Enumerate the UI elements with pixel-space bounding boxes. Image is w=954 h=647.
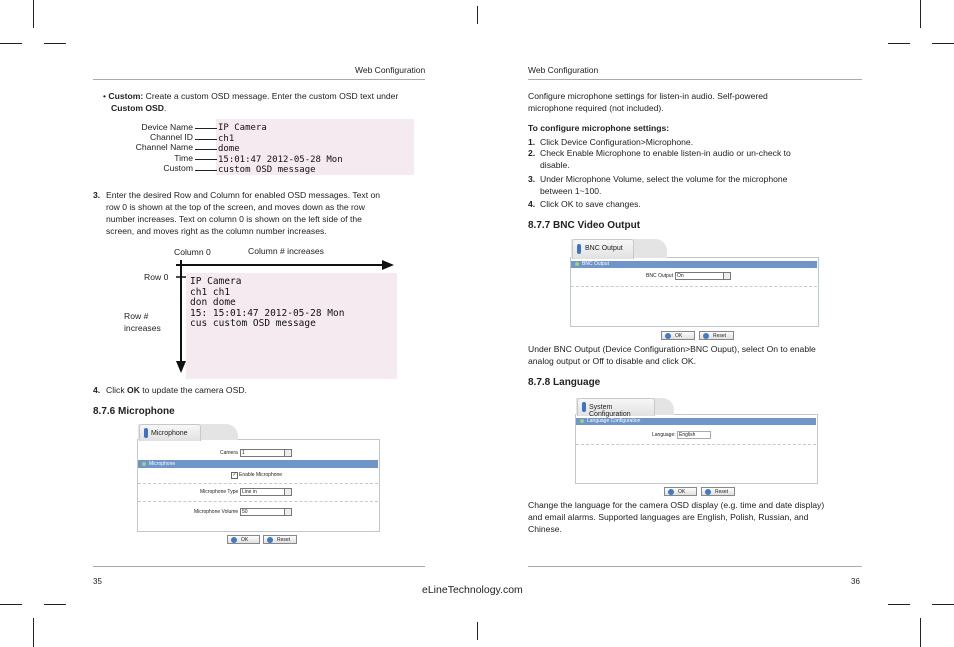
bullet-dot: • <box>103 91 107 101</box>
intro-line: Configure microphone settings for listen-in audio. Self-powered <box>528 91 768 101</box>
step-num-4: 4. <box>528 199 536 209</box>
check-icon <box>231 537 237 543</box>
howto-title: To configure microphone settings: <box>528 123 670 133</box>
step-text-1: Click Device Configuration>Microphone. <box>540 137 694 147</box>
bnc-section-bar <box>571 261 817 268</box>
diagram-line-1: IP Camera <box>190 276 242 287</box>
step4-text-b: to update the camera OSD. <box>139 385 247 395</box>
step-text-2 <box>540 147 860 171</box>
crop-mark <box>932 43 954 44</box>
page-number-left: 35 <box>93 577 102 586</box>
lang-text-line: Chinese. <box>528 524 562 534</box>
language-select[interactable] <box>677 431 711 439</box>
diagram-line-2: ch1 ch1 <box>190 286 231 298</box>
lang-ok-label: OK <box>678 489 686 495</box>
crop-mark <box>0 43 22 44</box>
bnc-reset-button[interactable] <box>699 331 734 340</box>
crop-mark <box>44 43 66 44</box>
lang-text-line: and email alarms. Supported languages are English, Polish, Russian, and <box>528 512 809 522</box>
step-line: between 1~100. <box>540 186 602 196</box>
status-dot-icon <box>142 462 146 466</box>
leader-line <box>195 170 217 171</box>
bnc-bar-label: BNC Output <box>582 261 609 267</box>
mic-volume-value: 50 <box>242 509 248 515</box>
osd-line-channel: ch1 <box>218 133 235 144</box>
osd-label-custom: Custom <box>163 163 193 173</box>
lang-section-bar <box>576 418 816 425</box>
language-description <box>528 499 868 535</box>
bnc-output-label: BNC Output <box>646 273 673 279</box>
mic-bar-label: Microphone <box>149 461 176 467</box>
tab-icon <box>582 402 586 412</box>
bnc-output-value: On <box>677 273 684 279</box>
intro-line: microphone required (not included). <box>528 103 664 113</box>
page-number-right: 36 <box>851 577 860 586</box>
step-num-1: 1. <box>528 137 536 147</box>
step-line: Check Enable Microphone to enable listen-in audio or un-check to <box>540 148 791 158</box>
lang-reset-button[interactable] <box>701 487 735 496</box>
intro-text <box>528 90 858 114</box>
step3-num: 3. <box>93 190 101 200</box>
chevron-down-icon <box>284 489 291 495</box>
diagram-row-increase <box>124 310 161 334</box>
language-value: English <box>679 432 696 438</box>
mic-section-bar <box>138 460 378 468</box>
section-title-bnc: 8.7.7 BNC Video Output <box>528 220 641 231</box>
crop-mark <box>477 622 478 640</box>
step4-bold: OK <box>127 385 140 395</box>
dashed-divider <box>138 501 378 502</box>
step-num-2: 2. <box>528 148 536 158</box>
tab-icon <box>144 428 148 438</box>
footer-rule-right <box>528 566 862 567</box>
crop-mark <box>920 0 921 28</box>
step3-line: number increases. Text on column 0 is shown on the left side of the <box>106 214 362 224</box>
osd-label-channel-name: Channel Name <box>135 142 193 152</box>
custom-bullet: • Custom: Create a custom OSD message. Enter the custom OSD text under Custom OSD. <box>103 91 399 113</box>
step-text-4: Click OK to save changes. <box>540 199 641 209</box>
chevron-down-icon <box>723 273 730 279</box>
bnc-tab-label: BNC Output <box>585 245 623 252</box>
lang-reset-label: Reset <box>715 489 729 495</box>
step-num-3: 3. <box>528 174 536 184</box>
dashed-divider <box>138 483 378 484</box>
footer-rule-left <box>93 566 425 567</box>
enable-mic-label: Enable Microphone <box>239 472 283 478</box>
chevron-down-icon <box>284 509 291 515</box>
diagram-column0: Column 0 <box>174 247 211 257</box>
crop-mark <box>33 0 34 28</box>
dashed-divider <box>576 444 816 445</box>
chevron-down-icon <box>704 432 710 438</box>
crop-mark <box>888 43 910 44</box>
bnc-text-line: analog output or Off to disable and click OK. <box>528 356 696 366</box>
step-text-3 <box>540 173 860 197</box>
status-dot-icon <box>575 262 579 266</box>
refresh-icon <box>705 489 711 495</box>
mic-type-select[interactable] <box>240 488 292 496</box>
dashed-divider <box>571 286 817 287</box>
bnc-tab[interactable] <box>572 239 634 259</box>
tab-icon <box>577 244 581 254</box>
check-icon <box>665 333 671 339</box>
step3-line: screen, and moves right as the column number increases. <box>106 226 327 236</box>
header-rule-right <box>528 79 862 80</box>
site-footer: eLineTechnology.com <box>422 584 523 596</box>
bullet-text: Create a custom OSD message. Enter the custom OSD text under <box>143 91 399 101</box>
section-title-microphone: 8.7.6 Microphone <box>93 406 175 417</box>
osd-label-time: Time <box>174 153 193 163</box>
step3-line: Enter the desired Row and Column for enabled OSD messages. Text on <box>106 190 381 200</box>
lang-ok-button[interactable] <box>664 487 697 496</box>
row-increase-line1: Row # <box>124 311 149 321</box>
language-label: Language: <box>652 432 676 438</box>
crop-mark <box>477 6 478 24</box>
chevron-down-icon <box>284 450 291 456</box>
mic-tab[interactable] <box>139 424 201 441</box>
bnc-ok-button[interactable] <box>661 331 695 340</box>
mic-reset-label: Reset <box>277 537 291 543</box>
leader-line <box>195 139 217 140</box>
crop-mark <box>932 604 954 605</box>
bullet-label: Custom: <box>108 91 144 101</box>
osd-label-device-name: Device Name <box>141 122 193 132</box>
mic-ok-button[interactable] <box>227 535 260 544</box>
mic-volume-select[interactable] <box>240 508 292 516</box>
step4-text-a: Click <box>106 385 128 395</box>
diagram-line-4: 15: 15:01:47 2012-05-28 Mon <box>190 307 345 319</box>
mic-camera-label: Camera <box>220 450 238 456</box>
mic-ok-label: OK <box>241 537 249 543</box>
osd-line-time: 15:01:47 2012-05-28 Mon <box>218 154 343 165</box>
lang-text-line: Change the language for the camera OSD display (e.g. time and date display) <box>528 500 825 510</box>
step4-num: 4. <box>93 385 101 395</box>
bullet-text-bold: Custom OSD <box>111 103 164 113</box>
lang-bar-label: Language Configuration <box>587 418 641 424</box>
page-header-left: Web Configuration <box>355 65 426 75</box>
mic-type-label: Microphone Type <box>200 489 239 495</box>
bnc-text-line: Under BNC Output (Device Configuration>BNC Ouput), select On to enable <box>528 344 816 354</box>
osd-line-custom: custom OSD message <box>218 165 316 175</box>
crop-mark <box>888 604 910 605</box>
crop-mark <box>44 604 66 605</box>
page-header-right: Web Configuration <box>528 65 599 75</box>
crop-mark <box>920 618 921 647</box>
header-rule-left <box>93 79 425 80</box>
mic-reset-button[interactable] <box>263 535 297 544</box>
leader-line <box>195 128 217 129</box>
mic-tab-label: Microphone <box>151 430 188 437</box>
bnc-description <box>528 343 862 367</box>
row-increase-line2: increases <box>124 323 161 333</box>
step-line: Under Microphone Volume, select the volume for the microphone <box>540 174 788 184</box>
mic-volume-label: Microphone Volume <box>194 509 239 515</box>
bnc-reset-label: Reset <box>713 333 727 339</box>
osd-line-channel-name: dome <box>218 144 240 154</box>
osd-line-device: IP Camera <box>218 123 267 133</box>
bnc-output-select[interactable] <box>675 272 731 280</box>
mic-camera-value: 1 <box>242 450 245 456</box>
crop-mark <box>33 618 34 647</box>
diagram-line-5: cus custom OSD message <box>190 318 316 329</box>
lang-tab[interactable] <box>577 398 655 416</box>
step-line: disable. <box>540 160 570 170</box>
osd-label-channel-id: Channel ID <box>150 132 193 142</box>
step3-text <box>106 189 428 237</box>
leader-line <box>195 149 217 150</box>
mic-camera-select[interactable] <box>240 449 292 457</box>
bnc-ok-label: OK <box>675 333 683 339</box>
lang-tab-label: System Configuration <box>589 404 631 418</box>
diagram-line-3: don dome <box>190 297 236 308</box>
step3-line: row 0 is shown at the top of the screen, and moves down as the row <box>106 202 365 212</box>
enable-mic-checkbox[interactable]: ✓ <box>232 472 237 478</box>
mic-type-value: Line in <box>242 489 257 495</box>
diagram-row0: Row 0 <box>144 272 169 282</box>
diagram-column-increase: Column # increases <box>248 246 324 256</box>
status-dot-icon <box>580 419 584 423</box>
crop-mark <box>0 604 22 605</box>
check-icon <box>668 489 674 495</box>
refresh-icon <box>267 537 273 543</box>
section-title-language: 8.7.8 Language <box>528 377 601 388</box>
refresh-icon <box>703 333 709 339</box>
leader-line <box>195 159 217 160</box>
step4-text <box>106 384 247 396</box>
